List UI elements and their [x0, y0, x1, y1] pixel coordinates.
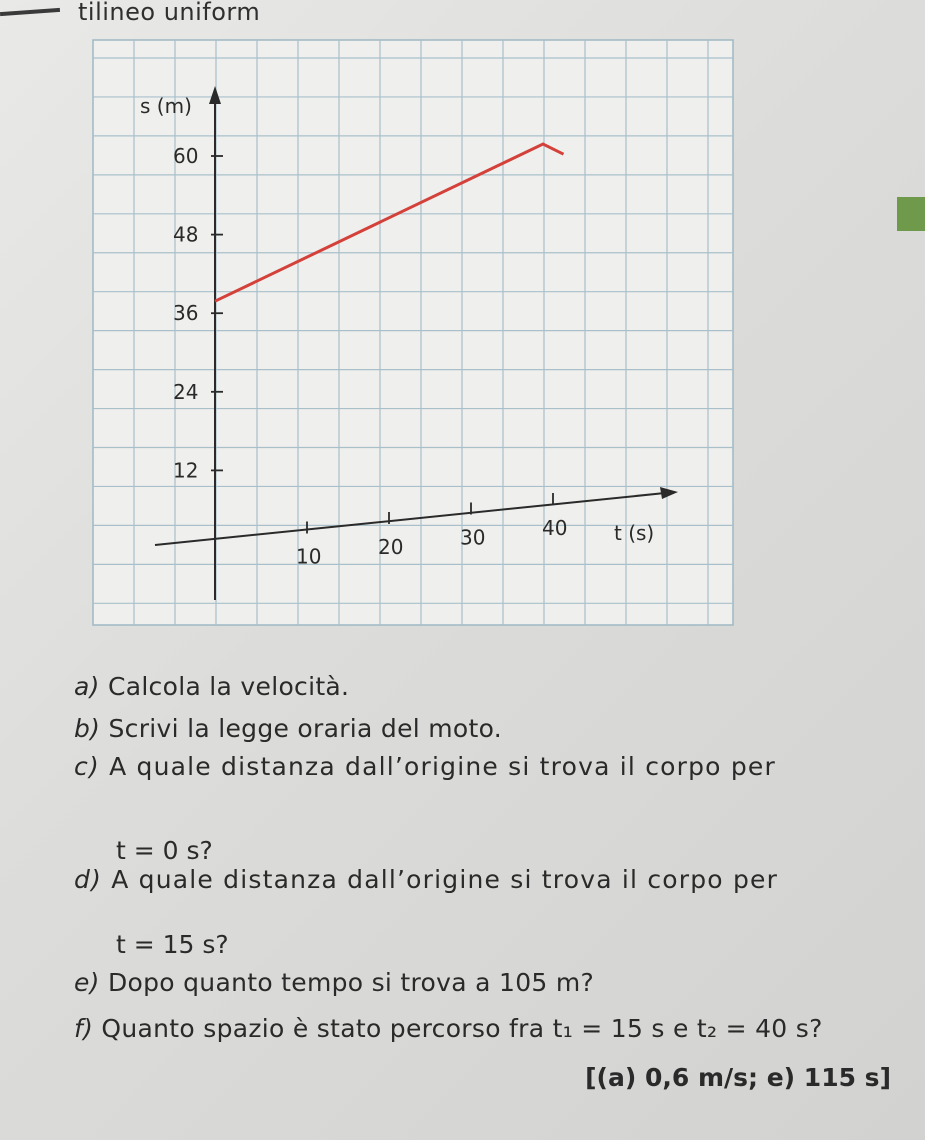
x-tick-label: 20 [378, 535, 404, 559]
y-tick-label: 24 [173, 379, 199, 404]
x-tick-label: 30 [460, 525, 486, 550]
question-c-continuation: t = 0 s? [116, 836, 213, 865]
question-label: c) [74, 752, 100, 781]
question-f [74, 1014, 823, 1043]
y-tick-label: 12 [173, 458, 199, 483]
question-text: A quale distanza dall’origine si trova il corpo per [111, 865, 779, 894]
question-d [74, 865, 778, 894]
question-label: a) [74, 672, 100, 701]
question-label: d) [74, 865, 103, 894]
y-tick-label: 36 [173, 301, 199, 326]
x-tick-label: 40 [542, 516, 568, 540]
answers-key: [(a) 0,6 m/s; e) 115 s] [585, 1063, 891, 1092]
question-d-continuation: t = 15 s? [116, 930, 229, 959]
question-text: Dopo quanto tempo si trova a 105 m? [107, 968, 595, 997]
question-text: Calcola la velocità. [107, 672, 350, 701]
y-tick-label: 48 [173, 222, 199, 247]
question-label: b) [74, 714, 101, 743]
question-e [74, 968, 594, 997]
y-axis-label: s (m) [140, 94, 192, 118]
question-b [74, 714, 502, 743]
x-tick-label: 10 [296, 544, 322, 569]
question-text: Scrivi la legge oraria del moto. [108, 714, 502, 743]
question-text: A quale distanza dall’origine si trova il corpo per [109, 752, 776, 781]
question-text: Quanto spazio è stato percorso fra t₁ = 15 s e t₂ = 40 s? [101, 1014, 823, 1043]
y-tick-label: 60 [173, 144, 199, 168]
section-title: tilineo uniform [78, 0, 261, 26]
x-axis-label: t (s) [614, 521, 655, 545]
question-a [74, 672, 349, 701]
question-label: e) [74, 968, 100, 997]
question-c [74, 752, 776, 781]
question-label: f) [74, 1014, 94, 1043]
